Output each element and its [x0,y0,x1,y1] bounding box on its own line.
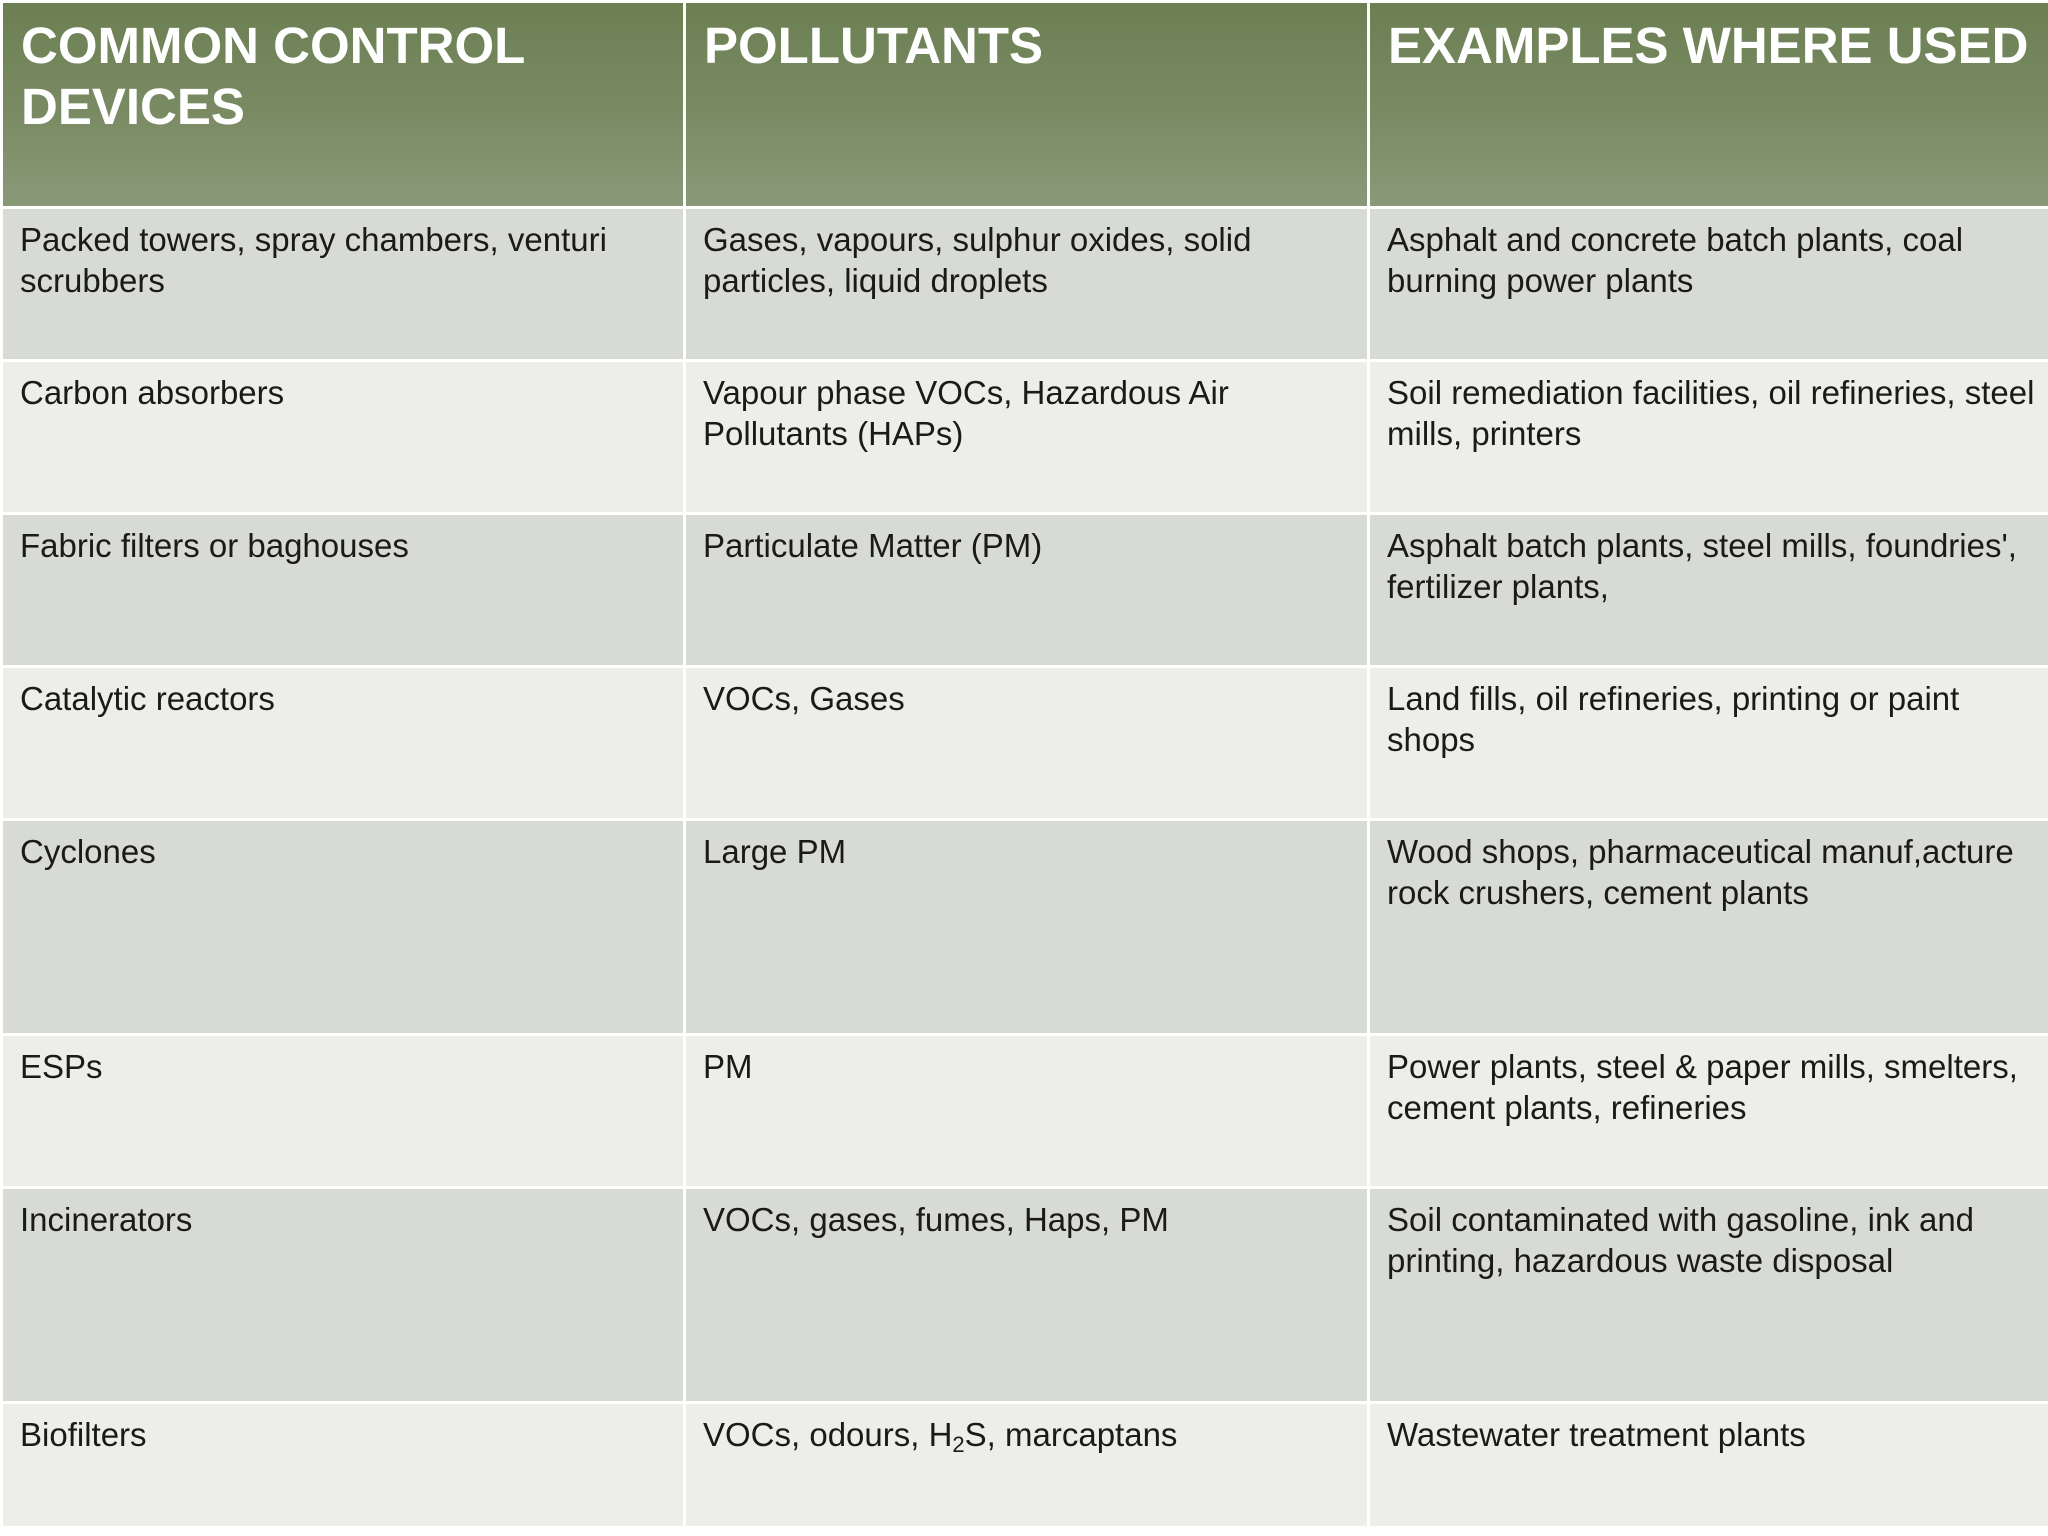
pollutants-suffix: S, marcaptans [964,1416,1178,1453]
pollutants-cell: Vapour phase VOCs, Hazardous Air Pollutants (HAPs) [686,362,1367,512]
examples-cell: Land fills, oil refineries, printing or paint shops [1370,668,2048,818]
header-common-control-devices: COMMON CONTROL DEVICES [3,3,683,206]
examples-cell: Power plants, steel & paper mills, smelters, cement plants, refineries [1370,1036,2048,1186]
device-cell: Biofilters [3,1404,683,1526]
device-cell: Cyclones [3,821,683,1033]
examples-cell: Wastewater treatment plants [1370,1404,2048,1526]
examples-cell: Soil contaminated with gasoline, ink and printing, hazardous waste disposal [1370,1189,2048,1401]
table-row [3,209,2048,359]
examples-cell: Asphalt batch plants, steel mills, foundries', fertilizer plants, [1370,515,2048,665]
examples-cell: Asphalt and concrete batch plants, coal burning power plants [1370,209,2048,359]
pollutants-cell: PM [686,1036,1367,1186]
table-row [3,1036,2048,1186]
device-cell: Packed towers, spray chambers, venturi scrubbers [3,209,683,359]
table-row [3,668,2048,818]
device-cell: Carbon absorbers [3,362,683,512]
device-cell: Fabric filters or baghouses [3,515,683,665]
pollutants-cell [686,1404,1367,1526]
subscript-2: 2 [952,1432,965,1457]
table-row [3,515,2048,665]
table-row [3,362,2048,512]
examples-cell: Soil remediation facilities, oil refineries, steel mills, printers [1370,362,2048,512]
pollutants-prefix: VOCs, odours, H [703,1416,953,1453]
header-examples-where-used: EXAMPLES WHERE USED [1370,3,2048,206]
device-cell: ESPs [3,1036,683,1186]
table-row [3,821,2048,1033]
table-row [3,1189,2048,1401]
table-row [3,1404,2048,1526]
pollutants-cell: Large PM [686,821,1367,1033]
header-row [3,3,2048,206]
pollutants-cell: Gases, vapours, sulphur oxides, solid particles, liquid droplets [686,209,1367,359]
device-cell: Incinerators [3,1189,683,1401]
pollutants-cell: VOCs, Gases [686,668,1367,818]
device-cell: Catalytic reactors [3,668,683,818]
pollutants-cell: VOCs, gases, fumes, Haps, PM [686,1189,1367,1401]
header-pollutants: POLLUTANTS [686,3,1367,206]
examples-cell: Wood shops, pharmaceutical manuf,acture rock crushers, cement plants [1370,821,2048,1033]
pollutants-cell: Particulate Matter (PM) [686,515,1367,665]
